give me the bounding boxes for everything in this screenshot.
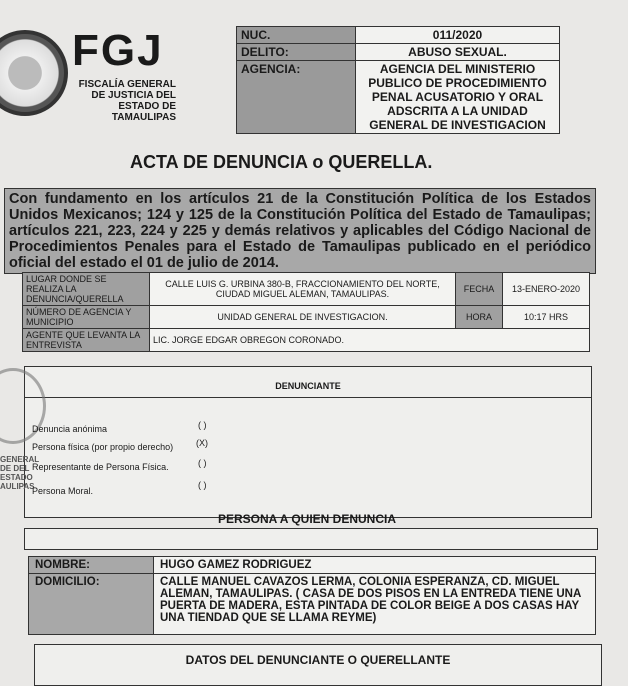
denunciado-table (28, 556, 596, 635)
agente-value: LIC. JORGE EDGAR OBREGON CORONADO. (150, 329, 590, 352)
fgj-logo-text: FGJ (72, 26, 164, 75)
agencia-num-label: NÚMERO DE AGENCIA Y MUNICIPIO (23, 306, 150, 329)
option-fisica-mark: (X) (196, 438, 208, 448)
delito-label: DELITO: (237, 44, 356, 61)
lugar-value: CALLE LUIS G. URBINA 380-B, FRACCIONAMIENTO DEL NORTE, CIUDAD MIGUEL ALEMAN, TAMAULIPAS. (150, 273, 456, 306)
document-title: ACTA DE DENUNCIA o QUERELLA. (130, 152, 433, 172)
option-representante-label: Representante de Persona Física. (32, 462, 169, 472)
fgj-seal-logo (0, 30, 68, 116)
option-anonima-mark: ( ) (198, 420, 207, 430)
lugar-label: LUGAR DONDE SE REALIZA LA DENUNCIA/QUERELLA (23, 273, 150, 306)
denunciado-spacer (24, 528, 598, 550)
agencia-label: AGENCIA: (237, 61, 356, 134)
legal-basis-paragraph: Con fundamento en los artículos 21 de la Constitución Política de los Estados Unidos Mexicanos; 124 y 125 de la Constitución Política del Estado de Tamaulipas; artículos 221, 223, 224 y 225 y demás relativos y aplicables del Código Nacional de Procedimientos Penales para el Estado de Tamaulipas publicado en el periódico oficial del estado el 01 de julio de 2014. (4, 188, 596, 274)
nuc-label: NUC. (237, 27, 356, 44)
domicilio-label: DOMICILIO: (29, 574, 154, 635)
option-moral-mark: ( ) (198, 480, 207, 490)
option-fisica-label: Persona física (por propio derecho) (32, 442, 174, 452)
stamp-text: GENERAL DE DEL ESTADO AULIPAS (0, 455, 39, 491)
hora-value: 10:17 HRS (503, 306, 590, 329)
fecha-label: FECHA (456, 273, 503, 306)
nombre-value: HUGO GAMEZ RODRIGUEZ (154, 557, 596, 574)
agencia-num-value: UNIDAD GENERAL DE INVESTIGACION. (150, 306, 456, 329)
agente-label: AGENTE QUE LEVANTA LA ENTREVISTA (23, 329, 150, 352)
option-anonima-label: Denuncia anónima (32, 424, 108, 434)
domicilio-value: CALLE MANUEL CAVAZOS LERMA, COLONIA ESPERANZA, CD. MIGUEL ALEMAN, TAMAULIPAS. ( CASA DE DOS PISOS EN LA ENTREDA TIENE UNA PUERTA DE MADERA, ESTA PINTADA DE COLOR BEIGE A DOS CASAS HAY UNA TIENDAD QUE SE LLAMA REYME) (154, 574, 596, 635)
info-table (22, 272, 590, 352)
denunciante-title: DENUNCIANTE (25, 381, 591, 398)
nuc-value: 011/2020 (356, 27, 560, 44)
delito-value: ABUSO SEXUAL. (356, 44, 560, 61)
denunciado-title: PERSONA A QUIEN DENUNCIA (217, 512, 396, 526)
option-representante-mark: ( ) (198, 458, 207, 468)
datos-title: DATOS DEL DENUNCIANTE O QUERELLANTE (185, 653, 451, 667)
option-moral-label: Persona Moral. (32, 486, 94, 496)
case-header-table (236, 26, 560, 134)
fecha-value: 13-ENERO-2020 (503, 273, 590, 306)
agencia-value: AGENCIA DEL MINISTERIO PUBLICO DE PROCEDIMIENTO PENAL ACUSATORIO Y ORAL ADSCRITA A LA UNIDAD GENERAL DE INVESTIGACION (356, 61, 560, 134)
fgj-logo-subtitle: FISCALÍA GENERAL DE JUSTICIA DEL ESTADO DE TAMAULIPAS (78, 79, 176, 123)
nombre-label: NOMBRE: (29, 557, 154, 574)
hora-label: HORA (456, 306, 503, 329)
datos-section (34, 644, 602, 686)
